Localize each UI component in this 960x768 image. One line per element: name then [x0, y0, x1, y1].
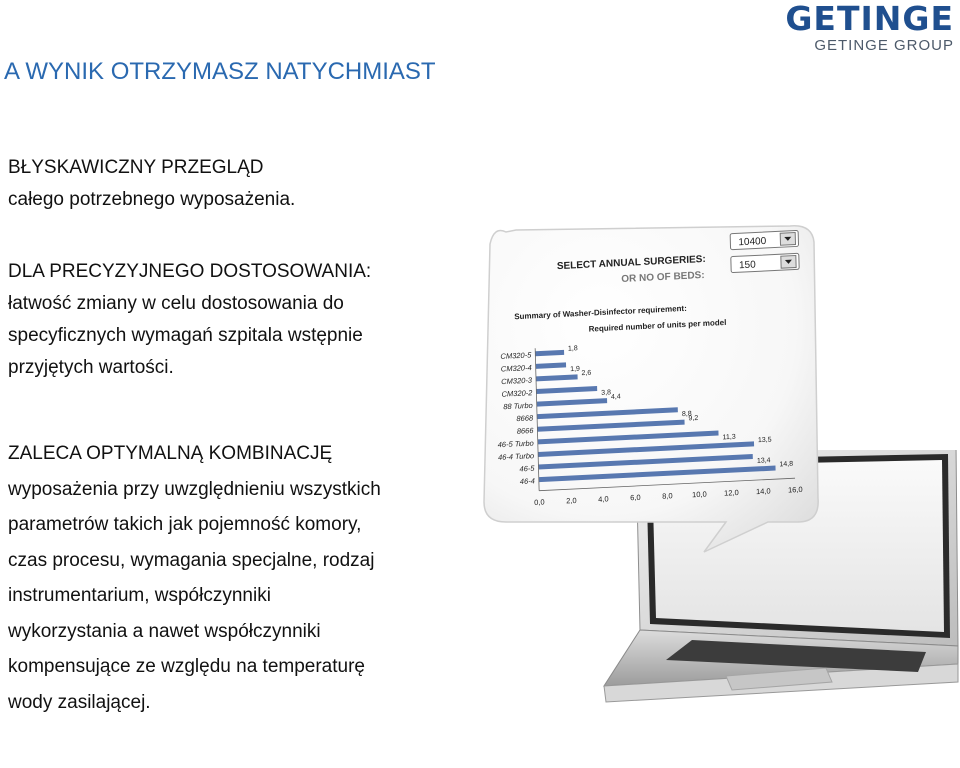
chart-bar — [537, 420, 684, 432]
chart-category-label: 88 Turbo — [503, 400, 533, 412]
chart-data-label: 13,5 — [757, 436, 772, 445]
section-line: wyposażenia przy uwzględnieniu wszystkich — [8, 478, 381, 500]
section-customization — [8, 256, 371, 384]
chart-category-label: 46-4 — [519, 476, 535, 487]
section-recommendation — [8, 436, 381, 720]
chart-y-axis — [535, 348, 539, 490]
chart-category-label: CM320-5 — [500, 350, 532, 361]
chart-bar — [536, 386, 597, 394]
chart-x-tick-label: 14,0 — [755, 486, 771, 497]
chart-data-label: 8,8 — [681, 410, 692, 419]
chart-data-label: 13,4 — [756, 457, 771, 465]
page-title: A WYNIK OTRZYMASZ NATYCHMIAST — [4, 58, 436, 85]
section-line: przyjętych wartości. — [8, 357, 174, 378]
beds-value: 150 — [738, 259, 756, 272]
chart-data-label: 9,2 — [688, 414, 699, 423]
getinge-logo — [785, 2, 954, 55]
chart-bar — [535, 350, 564, 356]
chart-x-tick-label: 16,0 — [787, 484, 803, 495]
chart-bar — [536, 362, 567, 368]
chart-data-label: 1,8 — [567, 345, 578, 353]
chart-x-tick-label: 10,0 — [691, 489, 707, 500]
chart-subtitle: Required number of units per model — [588, 317, 727, 334]
chart-data-label: 4,4 — [610, 393, 621, 401]
chart-category-label: 8668 — [516, 413, 534, 424]
section-line: wykorzystania a nawet współczynniki — [8, 620, 321, 642]
chart-category-label: CM320-4 — [500, 363, 532, 374]
chart-category-label: 46-5 — [519, 463, 535, 474]
chart-bar — [537, 398, 608, 406]
chart-data-label: 11,3 — [722, 433, 736, 442]
surgeries-value: 10400 — [738, 235, 767, 249]
section-line: czas procesu, wymagania specjalne, rodzaj — [8, 549, 375, 571]
chart-data-label: 3,8 — [601, 389, 612, 397]
chart-category-label: CM320-2 — [501, 388, 533, 399]
chart-category-label: CM320-3 — [501, 375, 533, 387]
chart-x-tick-label: 8,0 — [662, 491, 673, 501]
section-line: wody zasilającej. — [8, 691, 151, 713]
section-line: instrumentarium, współczynniki — [8, 585, 271, 606]
section-line: kompensujące ze względu na temperaturę — [8, 656, 365, 677]
section-line: specyficznych wymagań szpitala wstępnie — [8, 325, 363, 346]
chart-data-label: 2,6 — [581, 369, 592, 378]
chart-bar — [539, 466, 776, 483]
section-line: całego potrzebnego wyposażenia. — [8, 189, 296, 210]
chart-x-tick-label: 4,0 — [598, 494, 609, 504]
chart-bar — [538, 431, 719, 445]
chart-bar — [538, 454, 752, 469]
beds-label: OR NO OF BEDS: — [621, 269, 705, 286]
chart-data-label: 1,9 — [570, 365, 581, 374]
section-overview — [8, 152, 295, 216]
chart-category-label: 8666 — [516, 425, 534, 436]
chart-bar — [537, 407, 678, 419]
chart-category-label: 46-4 Turbo — [497, 451, 535, 462]
chart-x-tick-label: 6,0 — [630, 492, 641, 503]
chart-x-tick-label: 2,0 — [566, 495, 577, 506]
chart-x-tick-label: 0,0 — [534, 497, 545, 507]
section-line: parametrów takich jak pojemność komory, — [8, 514, 362, 535]
washer-disinfector-chart — [490, 228, 815, 518]
chart-bar — [536, 374, 578, 381]
section-line: łatwość zmiany w celu dostosowania do — [8, 293, 344, 314]
brand-name: GETINGE — [785, 0, 954, 38]
surgeries-label: SELECT ANNUAL SURGERIES: — [556, 253, 706, 273]
chart-plot-area — [495, 334, 803, 508]
chart-title: Summary of Washer-Disinfector requirement: — [514, 303, 687, 322]
chart-bar — [538, 441, 754, 457]
chart-data-label: 14,8 — [779, 460, 794, 469]
chart-x-tick-label: 12,0 — [723, 487, 739, 498]
section-heading: BŁYSKAWICZNY PRZEGLĄD — [8, 157, 264, 178]
section-heading: ZALECA OPTYMALNĄ KOMBINACJĘ — [8, 443, 333, 464]
section-heading: DLA PRECYZYJNEGO DOSTOSOWANIA: — [8, 261, 372, 282]
chart-category-label: 46-5 Turbo — [497, 438, 534, 450]
brand-group: GETINGE GROUP — [814, 37, 954, 54]
